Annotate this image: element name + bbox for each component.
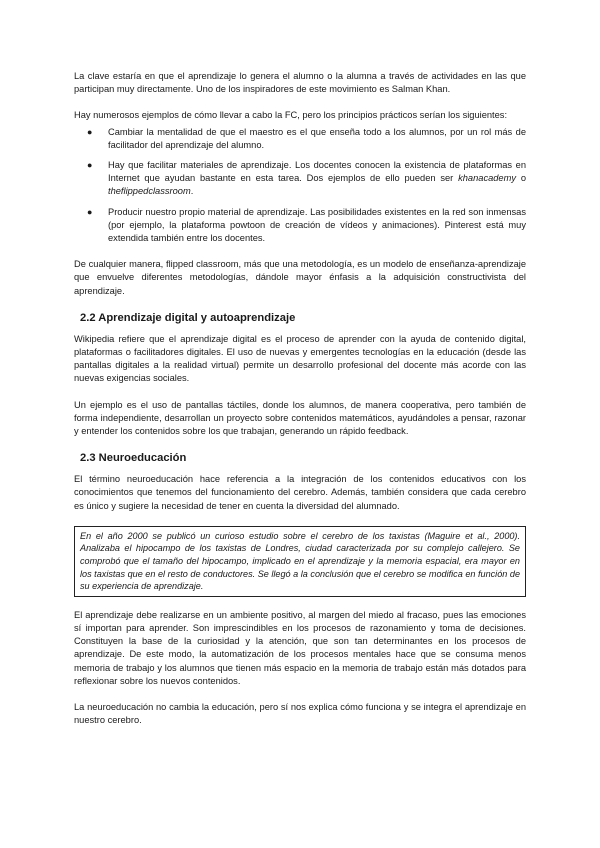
section-2-3-heading: 2.3 Neuroeducación — [80, 452, 187, 465]
section-2-2-heading: 2.2 Aprendizaje digital y autoaprendizaje — [80, 311, 296, 324]
list-item — [74, 159, 526, 199]
section-2-3-paragraph-1: El término neuroeducación hace referencia a la integración de los contenidos educativos con los conocimientos que tenemos del funcionamiento del cerebro. Además, también considera que cada cerebro es único y sugiere la necesidad de tener en cuenta la diversidad del alumnado. — [74, 474, 526, 511]
khanacademy-link[interactable]: khanacademy — [458, 173, 516, 184]
taxi-study-quote-box: En el año 2000 se publicó un curioso estudio sobre el cerebro de los taxistas (Maguire et al., 2000). Analizaba el hipocampo de los taxistas de Londres, ciudad caracterizada por su complejo callejero. Se comprobó que el tamaño del hipocampo, implicado en el aprendizaje y la memoria espacial, era mayor en los taxistas que en el resto de conductores. Se llegó a la conclusión que el cerebro se modifica en función de su experiencia de aprendizaje. — [74, 526, 526, 597]
theflippedclassroom-link[interactable]: theflippedclassroom — [108, 186, 191, 197]
principles-list — [74, 126, 526, 246]
intro-paragraph-1: La clave estaría en que el aprendizaje lo genera el alumno o la alumna a través de actividades en las que participan muy directamente. Uno de los inspiradores de este movimiento es Salman Khan. — [74, 71, 526, 95]
flipped-summary-paragraph: De cualquier manera, flipped classroom, más que una metodología, es un modelo de enseñanza-aprendizaje que envuelve diferentes metodologías, dándole mayor énfasis a la adquisición constructivista del aprendizaje. — [74, 259, 526, 296]
list-item — [74, 206, 526, 246]
intro-paragraph-2: Hay numerosos ejemplos de cómo llevar a cabo la FC, pero los principios prácticos serían los siguientes: — [74, 110, 508, 121]
list-item-text: Producir nuestro propio material de aprendizaje. Las posibilidades existentes en la red son inmensas (por ejemplo, la plataforma powtoon de creación de vídeos y animaciones). Pinterest está muy extendida también entre los docentes. — [108, 206, 526, 244]
list-item — [74, 126, 526, 152]
list-item-text: Cambiar la mentalidad de que el maestro es el que enseña todo a los alumnos, por un rol más de facilitador del aprendizaje del alumno. — [108, 126, 526, 150]
list-item-text: . — [190, 186, 194, 197]
bullet-icon: ● — [87, 126, 93, 137]
bullet-icon: ● — [87, 160, 93, 171]
document-page — [74, 70, 526, 727]
bullet-icon: ● — [87, 206, 93, 217]
section-2-2-paragraph-2: Un ejemplo es el uso de pantallas táctiles, donde los alumnos, de manera cooperativa, pero también de forma independiente, desarrollan un proyecto sobre contenidos matemáticos, ayudándoles a pensar, razonar y entender los contenidos sobre los que trabajan, generando un rápido feedback. — [74, 399, 526, 437]
list-item-text: o — [516, 173, 526, 184]
section-2-2-paragraph-1: Wikipedia refiere que el aprendizaje digital es el proceso de aprender con la ayuda de contenido digital, plataformas o facilitadores digitales. El uso de nuevas y emergentes tecnologías en la educación (desde las pantallas digitales a la realidad virtual) permite un desarrollo profesional del docente más acorde con las nuevas exigencias sociales. — [74, 333, 526, 384]
section-2-3-paragraph-3: La neuroeducación no cambia la educación, pero sí nos explica cómo funciona y se integra el aprendizaje en nuestro cerebro. — [74, 702, 526, 726]
list-item-text: Hay que facilitar materiales de aprendizaje. Los docentes conocen la existencia de plataformas en Internet que ayudan bastante en esta tarea. Dos ejemplos de ello pueden ser — [108, 160, 526, 184]
section-2-3-paragraph-2: El aprendizaje debe realizarse en un ambiente positivo, al margen del miedo al fracaso, pues las emociones sí importan para aprender. Son imprescindibles en los procesos de razonamiento y toma de decisiones. Constituyen la base de la curiosidad y la atención, que son tan determinantes en los procesos de aprendizaje. De este modo, la automatización de los procesos mentales hace que se consuma menos memoria de trabajo y los alumnos que tienen más espacio en la memoria de trabajo están más dotados para reflexionar sobre los nuevos contenidos. — [74, 609, 526, 686]
